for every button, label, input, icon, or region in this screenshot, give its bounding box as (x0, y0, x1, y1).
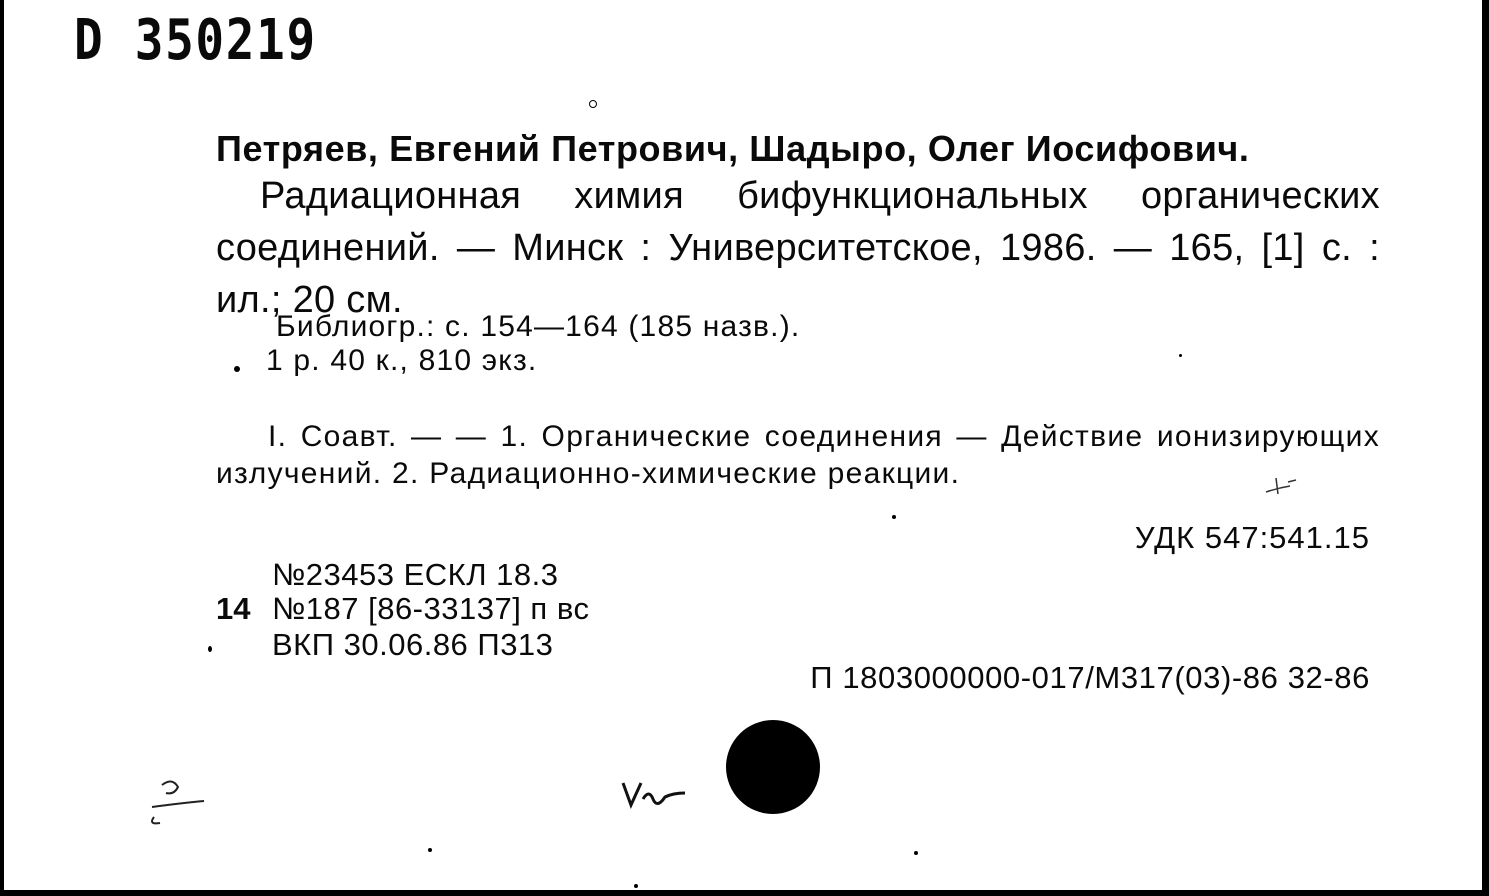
classification-code: П 1803000000-017/М317(03)-86 32-86 (810, 660, 1370, 695)
speck (914, 851, 918, 855)
print-code-line-1: №23453 ЕСКЛ 18.3 (272, 557, 559, 592)
udk-code: УДК 547:541.15 (1134, 520, 1370, 555)
handwritten-initials-icon (619, 775, 689, 815)
price-note: 1 р. 40 к., 810 экз. (266, 344, 538, 377)
side-number: 14 (216, 591, 251, 626)
card-paper (4, 0, 1482, 890)
print-code-line-2: №187 [86-33137] п вс (272, 591, 590, 626)
print-code-line-3: ВКП 30.06.86 П313 (272, 627, 554, 662)
speck (892, 515, 896, 519)
punch-hole-dot (726, 720, 820, 814)
speck (1179, 354, 1182, 357)
inventory-stamp: D 350219 (74, 8, 317, 73)
authors-heading: Петряев, Евгений Петрович, Шадыро, Олег Иосифович. (216, 128, 1250, 169)
subject-headings: I. Соавт. — — 1. Органические соединения — Действие ионизирующих излучений. 2. Радиационно-химические реакции. (216, 420, 1380, 490)
speck (428, 848, 432, 852)
speck (208, 646, 212, 652)
bibliography-note: Библиогр.: с. 154—164 (185 назв.). (276, 310, 801, 343)
title-description: Радиационная химия бифункциональных органических соединений. — Минск : Университетское, 1986. — 165, [1] с. : ил.; 20 см. (216, 175, 1380, 321)
speck (234, 366, 240, 372)
handwritten-mark-icon (144, 775, 214, 830)
handwritten-tick-icon (1262, 470, 1302, 500)
speck (634, 884, 638, 888)
speck (589, 100, 597, 108)
